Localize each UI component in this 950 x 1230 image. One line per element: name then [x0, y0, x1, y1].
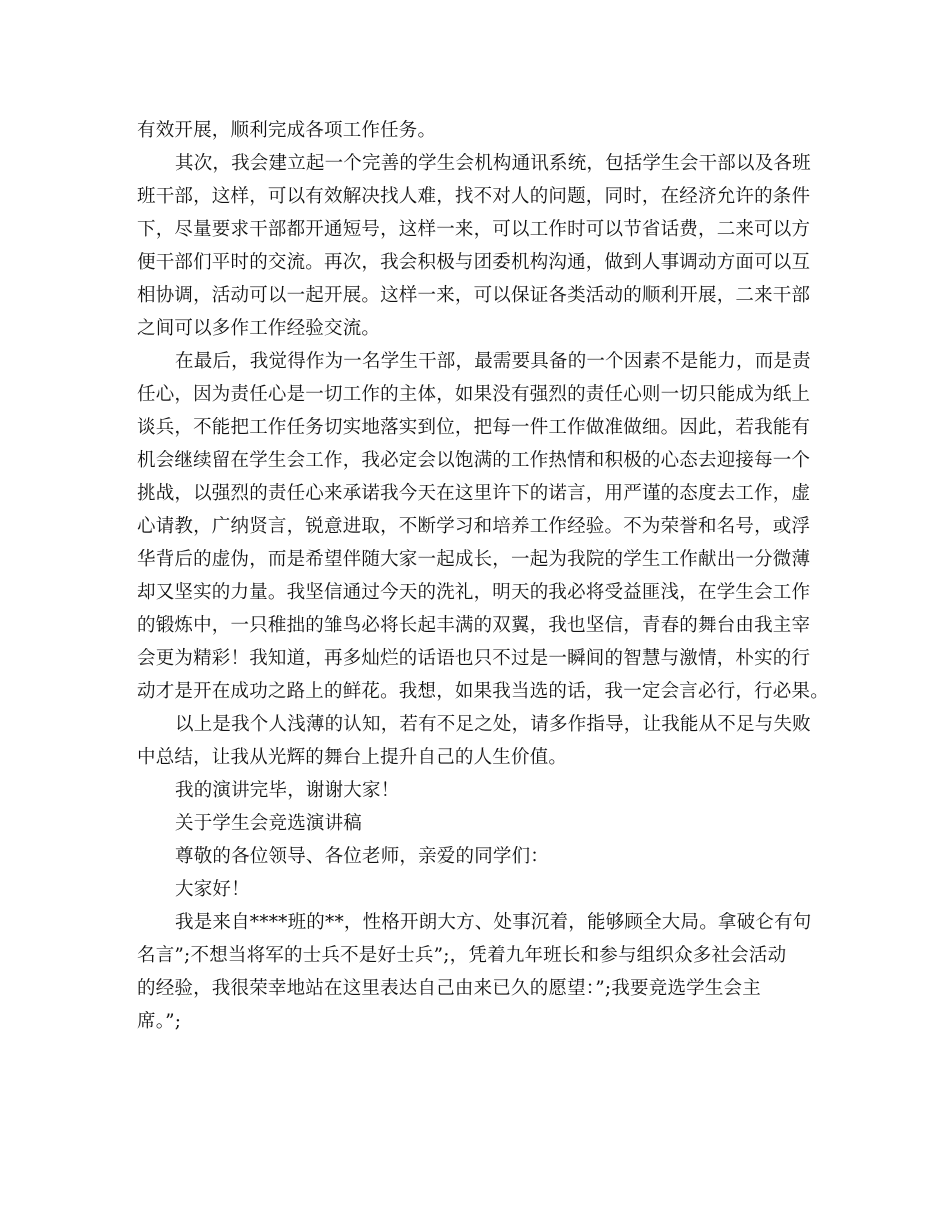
text-line: 任心，因为责任心是一切工作的主体，如果没有强烈的责任心则一切只能成为纸上	[137, 384, 811, 405]
text-line: 挑战，以强烈的责任心来承诺我今天在这里许下的诺言，用严谨的态度去工作，虚	[137, 483, 811, 504]
text-line: 班干部，这样，可以有效解决找人难，找不对人的问题，同时，在经济允许的条件	[137, 186, 811, 207]
paragraph-start-line: 以上是我个人浅薄的认知，若有不足之处，请多作指导，让我能从不足与失败	[175, 714, 811, 735]
text-line: 有效开展，顺利完成各项工作任务。	[137, 120, 437, 141]
text-line: 的锻炼中，一只稚拙的雏鸟必将长起丰满的双翼，我也坚信，青春的舞台由我主宰	[137, 615, 811, 636]
text-line: 之间可以多作工作经验交流。	[137, 318, 381, 339]
text-line: 却又坚实的力量。我坚信通过今天的洗礼，明天的我必将受益匪浅，在学生会工作	[137, 582, 811, 603]
paragraph-start-line: 我是来自****班的**，性格开朗大方、处事沉着，能够顾全大局。拿破仑有句	[175, 912, 812, 933]
text-line: 动才是开在成功之路上的鲜花。我想，如果我当选的话，我一定会言必行，行必果。	[137, 681, 829, 702]
greeting: 大家好！	[175, 879, 250, 900]
text-line: 机会继续留在学生会工作，我必定会以饱满的工作热情和积极的心态去迎接每一个	[137, 450, 811, 471]
text-line: 便干部们平时的交流。再次，我会积极与团委机构沟通，做到人事调动方面可以互	[137, 252, 811, 273]
text-line: 华背后的虚伪，而是希望伴随大家一起成长，一起为我院的学生工作献出一分微薄	[137, 549, 811, 570]
text-line: 心请教，广纳贤言，锐意进取，不断学习和培养工作经验。不为荣誉和名号，或浮	[137, 516, 811, 537]
paragraph-start-line: 在最后，我觉得作为一名学生干部，最需要具备的一个因素不是能力，而是责	[175, 351, 811, 372]
text-line: 名言”;不想当将军的士兵不是好士兵”;，凭着九年班长和参与组织众多社会活动	[137, 945, 787, 966]
text-line: 会更为精彩！我知道，再多灿烂的话语也只不过是一瞬间的智慧与激情，朴实的行	[137, 648, 811, 669]
paragraph-start-line: 其次，我会建立起一个完善的学生会机构通讯系统，包括学生会干部以及各班	[175, 153, 811, 174]
text-line: 下，尽量要求干部都开通短号，这样一来，可以工作时可以节省话费，二来可以方	[137, 219, 811, 240]
text-line: 相协调，活动可以一起开展。这样一来，可以保证各类活动的顺利开展，二来干部	[137, 285, 811, 306]
salutation: 尊敬的各位领导、各位老师，亲爱的同学们：	[175, 846, 550, 867]
closing-line: 我的演讲完毕，谢谢大家！	[175, 780, 400, 801]
text-line: 的经验，我很荣幸地站在这里表达自己由来已久的愿望：”;我要竞选学生会主	[137, 978, 761, 999]
text-line: 席。”;	[137, 1011, 182, 1032]
text-line: 谈兵，不能把工作任务切实地落实到位，把每一件工作做准做细。因此，若我能有	[137, 417, 811, 438]
text-line: 中总结，让我从光辉的舞台上提升自己的人生价值。	[137, 747, 568, 768]
speech-title: 关于学生会竞选演讲稿	[175, 813, 363, 834]
